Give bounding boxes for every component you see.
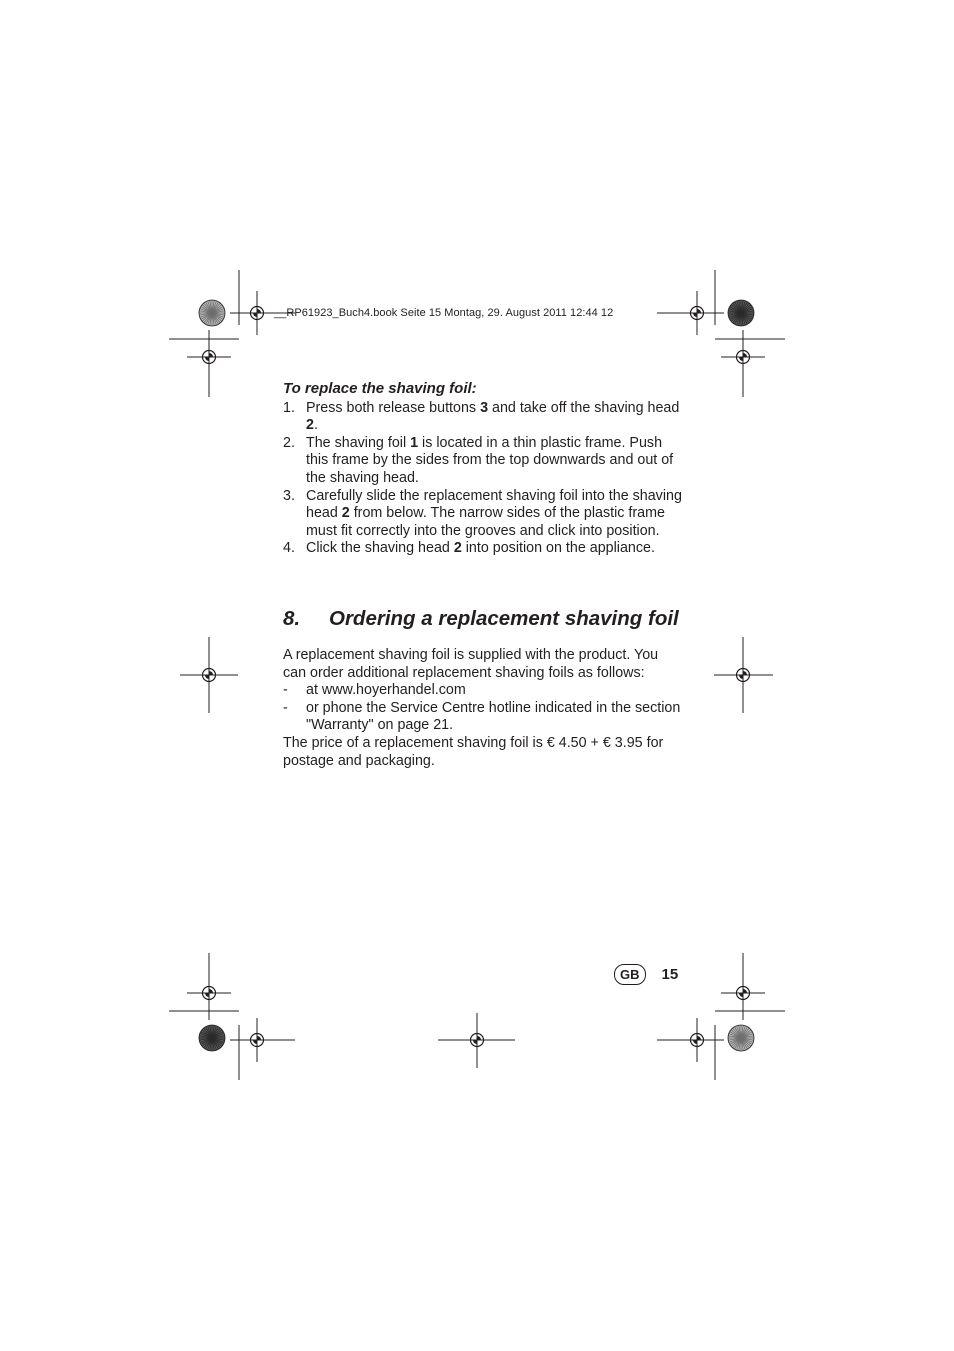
order-options-list	[283, 682, 683, 735]
bullet-text: at www.hoyerhandel.com	[306, 682, 466, 699]
step-item	[283, 488, 683, 541]
registration-quadrant	[257, 309, 261, 313]
step-item	[283, 400, 683, 435]
registration-quadrant	[693, 1040, 697, 1044]
registration-quadrant	[257, 1036, 261, 1040]
print-header-file-info: __RP61923_Buch4.book Seite 15 Montag, 29. August 2011 12:44 12	[274, 307, 614, 319]
step-text: Press both release buttons 3 and take off the shaving head 2.	[306, 399, 680, 434]
registration-quadrant	[477, 1036, 481, 1040]
registration-quadrant	[743, 989, 747, 993]
section-title: Ordering a replacement shaving foil	[329, 606, 679, 630]
registration-quadrant	[205, 357, 209, 361]
bullet-marker: -	[283, 699, 288, 716]
registration-quadrant	[693, 313, 697, 317]
registration-quadrant	[253, 313, 257, 317]
page-footer	[614, 964, 678, 985]
language-badge: GB	[614, 964, 646, 985]
step-number: 4.	[283, 540, 295, 557]
registration-quadrant	[739, 357, 743, 361]
registration-quadrant	[209, 671, 213, 675]
list-item	[283, 700, 683, 735]
registration-quadrant	[253, 1040, 257, 1044]
registration-quadrant	[743, 671, 747, 675]
list-item	[283, 682, 683, 700]
registration-quadrant	[743, 353, 747, 357]
registration-quadrant	[739, 675, 743, 679]
registration-quadrant	[473, 1040, 477, 1044]
registration-quadrant	[739, 993, 743, 997]
registration-quadrant	[205, 675, 209, 679]
bullet-text: or phone the Service Centre hotline indicated in the section "Warranty" on page 21.	[306, 699, 681, 734]
step-text: Carefully slide the replacement shaving foil into the shaving head 2 from below. The narrow sides of the plastic frame must fit correctly into the grooves and click into position.	[306, 487, 682, 539]
instructions-heading: To replace the shaving foil:	[283, 380, 477, 397]
page-number: 15	[661, 966, 679, 983]
bullet-marker: -	[283, 682, 288, 699]
step-number: 2.	[283, 434, 295, 451]
step-item	[283, 435, 683, 488]
step-item	[283, 540, 683, 558]
section-intro: A replacement shaving foil is supplied with the product. You can order additional replacement shaving foils as follows:	[283, 646, 659, 681]
step-number: 3.	[283, 487, 295, 504]
registration-quadrant	[209, 989, 213, 993]
section-heading	[283, 606, 683, 632]
registration-quadrant	[697, 309, 701, 313]
step-text: The shaving foil 1 is located in a thin plastic frame. Push this frame by the sides from the top downwards and out of the shaving head.	[306, 434, 674, 486]
section-number: 8.	[283, 606, 301, 630]
instruction-steps	[283, 400, 683, 558]
registration-quadrant	[697, 1036, 701, 1040]
main-content	[283, 380, 683, 770]
price-paragraph: The price of a replacement shaving foil is € 4.50 + € 3.95 for postage and packaging.	[283, 734, 664, 769]
registration-quadrant	[209, 353, 213, 357]
registration-quadrant	[205, 993, 209, 997]
step-number: 1.	[283, 399, 295, 416]
step-text: Click the shaving head 2 into position on the appliance.	[306, 540, 655, 557]
